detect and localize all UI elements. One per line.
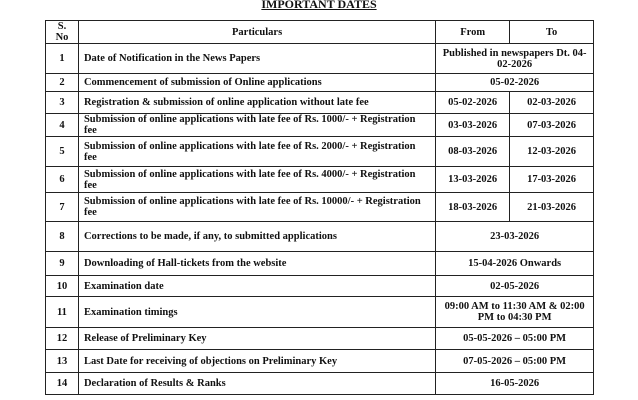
row-from-date: 03-03-2026	[436, 114, 510, 137]
row-particulars: Submission of online applications with late fee of Rs. 4000/- + Registration fee	[78, 167, 435, 193]
row-from-date: 13-03-2026	[436, 167, 510, 193]
row-to-date: 02-03-2026	[510, 92, 594, 114]
important-dates-table	[45, 20, 594, 395]
row-to-date: 17-03-2026	[510, 167, 594, 193]
row-date: 23-03-2026	[436, 222, 594, 252]
table-row	[46, 297, 594, 328]
row-particulars: Commencement of submission of Online applications	[78, 74, 435, 92]
row-number: 4	[46, 114, 79, 137]
table-row	[46, 74, 594, 92]
row-to-date: 07-03-2026	[510, 114, 594, 137]
row-number: 2	[46, 74, 79, 92]
row-particulars: Examination date	[78, 276, 435, 297]
header-particulars: Particulars	[78, 21, 435, 44]
table-row	[46, 92, 594, 114]
row-from-date: 05-02-2026	[436, 92, 510, 114]
table-row	[46, 167, 594, 193]
row-particulars: Declaration of Results & Ranks	[78, 373, 435, 395]
row-particulars: Submission of online applications with late fee of Rs. 10000/- + Registration fee	[78, 193, 435, 222]
row-particulars: Examination timings	[78, 297, 435, 328]
table-row	[46, 373, 594, 395]
page-title: IMPORTANT DATES	[261, 0, 377, 11]
table-row	[46, 114, 594, 137]
row-date: 15-04-2026 Onwards	[436, 252, 594, 276]
row-number: 12	[46, 328, 79, 350]
row-from-date: 18-03-2026	[436, 193, 510, 222]
header-to: To	[510, 21, 594, 44]
row-number: 7	[46, 193, 79, 222]
row-to-date: 12-03-2026	[510, 137, 594, 167]
row-number: 6	[46, 167, 79, 193]
row-particulars: Date of Notification in the News Papers	[78, 44, 435, 74]
header-from: From	[436, 21, 510, 44]
row-number: 8	[46, 222, 79, 252]
row-number: 14	[46, 373, 79, 395]
table-row	[46, 222, 594, 252]
table-row	[46, 137, 594, 167]
table-row	[46, 193, 594, 222]
row-particulars: Downloading of Hall-tickets from the website	[78, 252, 435, 276]
row-number: 9	[46, 252, 79, 276]
row-particulars: Submission of online applications with late fee of Rs. 2000/- + Registration fee	[78, 137, 435, 167]
header-sno: S. No	[46, 21, 79, 44]
row-to-date: 21-03-2026	[510, 193, 594, 222]
row-from-date: 08-03-2026	[436, 137, 510, 167]
row-number: 13	[46, 350, 79, 373]
row-number: 1	[46, 44, 79, 74]
row-date: Published in newspapers Dt. 04-02-2026	[436, 44, 594, 74]
table-row	[46, 44, 594, 74]
row-particulars: Corrections to be made, if any, to submitted applications	[78, 222, 435, 252]
row-date: 07-05-2026 – 05:00 PM	[436, 350, 594, 373]
row-date: 09:00 AM to 11:30 AM & 02:00 PM to 04:30 PM	[436, 297, 594, 328]
table-row	[46, 252, 594, 276]
table-row	[46, 350, 594, 373]
row-particulars: Last Date for receiving of objections on Preliminary Key	[78, 350, 435, 373]
row-particulars: Submission of online applications with late fee of Rs. 1000/- + Registration fee	[78, 114, 435, 137]
row-number: 10	[46, 276, 79, 297]
row-particulars: Registration & submission of online application without late fee	[78, 92, 435, 114]
row-number: 11	[46, 297, 79, 328]
table-row	[46, 328, 594, 350]
row-date: 05-05-2026 – 05:00 PM	[436, 328, 594, 350]
table-row	[46, 276, 594, 297]
row-particulars: Release of Preliminary Key	[78, 328, 435, 350]
row-date: 16-05-2026	[436, 373, 594, 395]
row-number: 3	[46, 92, 79, 114]
row-date: 02-05-2026	[436, 276, 594, 297]
row-date: 05-02-2026	[436, 74, 594, 92]
row-number: 5	[46, 137, 79, 167]
